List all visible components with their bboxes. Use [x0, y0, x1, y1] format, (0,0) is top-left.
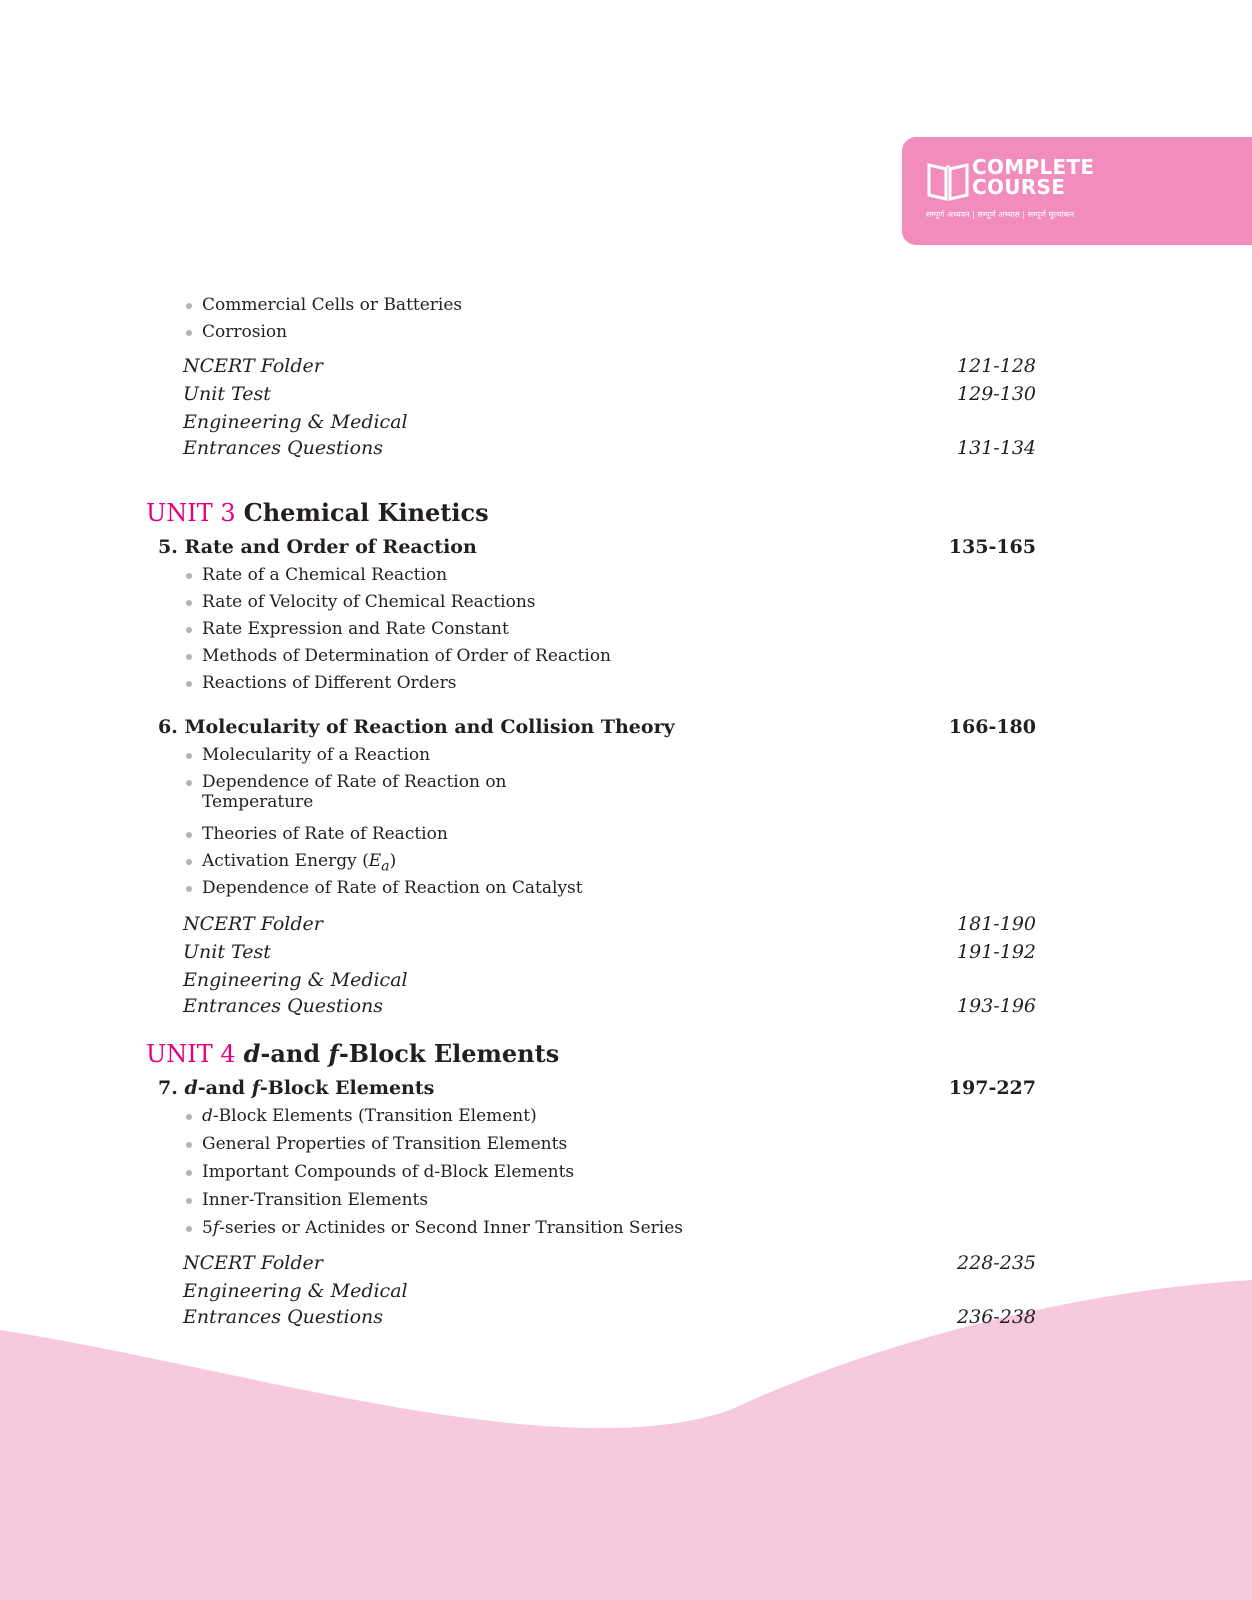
ncert-folder-label: NCERT Folder [183, 1252, 323, 1274]
chapter-title [158, 536, 477, 558]
chapter-number: 7. [158, 1077, 178, 1099]
entrances-label-line1: Engineering & Medical [183, 969, 408, 991]
topic-item: Theories of Rate of Reaction [202, 824, 448, 844]
chapter-name: Molecularity of Reaction and Collision Theory [184, 716, 675, 738]
topic-item: Reactions of Different Orders [202, 673, 457, 693]
topic-text: Activation Energy ( [202, 851, 369, 871]
unit-test-pages: 191-192 [957, 941, 1036, 963]
topic-item: Dependence of Rate of Reaction on Catalyst [202, 878, 583, 898]
unit-test-label: Unit Test [183, 383, 271, 405]
brand-tagline: सम्पूर्ण अध्ययन | सम्पूर्ण अभ्यास | सम्पूर्ण मूल्यांकन [926, 210, 1075, 219]
topic-item: Corrosion [202, 322, 288, 342]
chapter-name: Rate and Order of Reaction [184, 536, 477, 558]
topic-item: Rate Expression and Rate Constant [202, 619, 509, 639]
topic-item: Important Compounds of d-Block Elements [202, 1162, 575, 1182]
unit-test-label: Unit Test [183, 941, 271, 963]
title-text: -Block Elements [259, 1077, 435, 1099]
unit-test-pages: 129-130 [957, 383, 1036, 405]
entrances-label-line2: Entrances Questions [183, 1306, 384, 1328]
entrances-pages: 193-196 [957, 995, 1036, 1017]
topic-text: ) [389, 851, 397, 871]
topic-item: Molecularity of a Reaction [202, 745, 431, 765]
topic-text: Dependence of Rate of Reaction on [202, 772, 507, 792]
chapter-name [184, 1077, 434, 1099]
topic-italic: d [202, 1106, 213, 1126]
title-text: -Block Elements [338, 1039, 560, 1068]
topic-text: -Block Elements (Transition Element) [212, 1106, 537, 1126]
entrances-label-line1: Engineering & Medical [183, 411, 408, 433]
ncert-folder-label: NCERT Folder [183, 913, 323, 935]
topic-item [202, 772, 507, 812]
topic-text: 5 [202, 1218, 213, 1238]
entrances-label-line2: Entrances Questions [183, 437, 384, 459]
topic-item: Rate of a Chemical Reaction [202, 565, 448, 585]
chapter-title [158, 1077, 434, 1099]
ncert-folder-pages: 181-190 [957, 913, 1036, 935]
open-book-icon [926, 159, 970, 201]
math-variable: E [368, 851, 382, 871]
title-italic: d [243, 1039, 261, 1068]
title-italic: f [251, 1077, 260, 1099]
unit-title: Chemical Kinetics [243, 498, 489, 527]
ncert-folder-pages: 121-128 [957, 355, 1036, 377]
unit-heading [146, 499, 489, 527]
topic-item [202, 1218, 683, 1238]
chapter-pages: 166-180 [948, 716, 1036, 738]
ncert-folder-label: NCERT Folder [183, 355, 323, 377]
topic-italic: f [212, 1218, 220, 1238]
unit-heading [146, 1040, 559, 1068]
title-text: -and [197, 1077, 252, 1099]
unit-title [244, 1039, 560, 1068]
topic-item: Commercial Cells or Batteries [202, 295, 463, 315]
chapter-pages: 135-165 [948, 536, 1036, 558]
title-italic: d [184, 1077, 198, 1099]
title-text: -and [260, 1039, 329, 1068]
topic-text: -series or Actinides or Second Inner Transition Series [219, 1218, 683, 1238]
topic-item: Rate of Velocity of Chemical Reactions [202, 592, 536, 612]
entrances-label-line1: Engineering & Medical [183, 1280, 408, 1302]
chapter-pages: 197-227 [948, 1077, 1036, 1099]
math-subscript: a [381, 858, 390, 875]
entrances-pages: 236-238 [957, 1306, 1036, 1328]
chapter-number: 6. [158, 716, 178, 738]
ncert-folder-pages: 228-235 [957, 1252, 1036, 1274]
topic-item: General Properties of Transition Elements [202, 1134, 568, 1154]
topic-item: Inner-Transition Elements [202, 1190, 429, 1210]
topic-item: Methods of Determination of Order of Reaction [202, 646, 611, 666]
chapter-number: 5. [158, 536, 178, 558]
entrances-label-line2: Entrances Questions [183, 995, 384, 1017]
brand-line1: COMPLETE [972, 155, 1095, 179]
chapter-title [158, 716, 675, 738]
topic-item [202, 1106, 537, 1126]
brand-name [972, 157, 1094, 197]
topic-text: Temperature [202, 792, 314, 812]
topic-item [202, 851, 396, 876]
unit-label: UNIT 4 [146, 1040, 236, 1068]
entrances-pages: 131-134 [957, 437, 1036, 459]
title-italic: f [328, 1039, 339, 1068]
brand-line2: COURSE [972, 175, 1066, 199]
unit-label: UNIT 3 [146, 499, 236, 527]
brand-logo [902, 137, 1252, 245]
